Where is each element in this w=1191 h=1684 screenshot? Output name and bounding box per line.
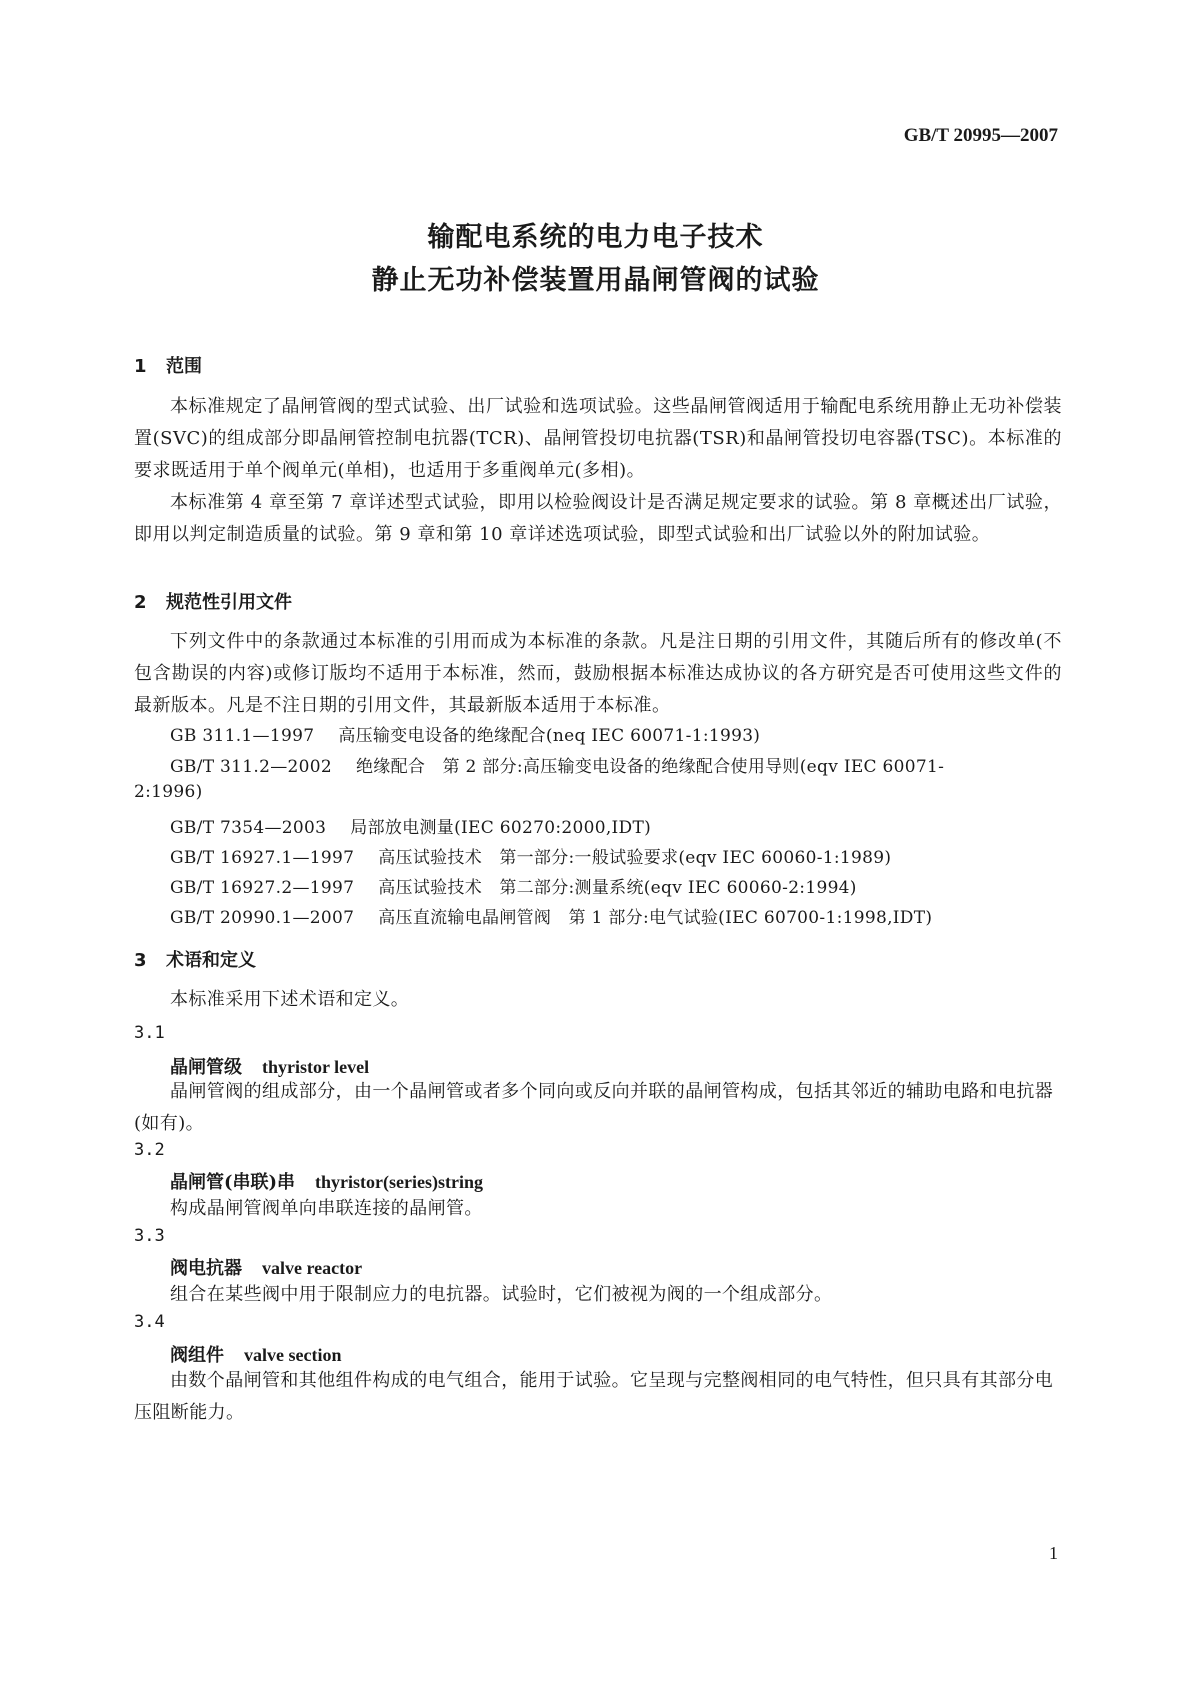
document-title-line2: 静止无功补偿装置用晶闸管阀的试验	[371, 265, 820, 296]
section-3-intro: 本标准采用下述术语和定义。	[170, 989, 410, 1010]
section-number: 1	[134, 356, 147, 377]
term-chinese: 阀电抗器	[170, 1258, 242, 1279]
standard-number: GB/T 20995—2007	[903, 125, 1058, 146]
section-1-paragraph-1: 本标准规定了晶闸管阀的型式试验、出厂试验和选项试验。这些晶闸管阀适用于输配电系统用静止无功补偿装置(SVC)的组成部分即晶闸管控制电抗器(TCR)、晶闸管投切电抗器(TSR)和晶闸管投切电容器(TSC)。本标准的要求既适用于单个阀单元(单相)，也适用于多重阀单元(多相)。	[134, 396, 1062, 481]
reference-title: 高压直流输电晶闸管阀 第 1 部分:电气试验(IEC 60700-1:1998,IDT)	[378, 908, 933, 928]
section-title: 术语和定义	[166, 950, 256, 971]
term-english: valve section	[244, 1345, 342, 1365]
clause-number: 3.4	[134, 1312, 165, 1332]
reference-continuation: 2:1996)	[134, 782, 203, 802]
term-english: thyristor(series)string	[315, 1172, 483, 1192]
section-number: 3	[134, 950, 147, 971]
term-english: valve reactor	[262, 1258, 363, 1278]
term-definition: 晶闸管阀的组成部分，由一个晶闸管或者多个同向或反向并联的晶闸管构成，包括其邻近的辅助电路和电抗器(如有)。	[134, 1081, 1054, 1134]
reference-code: GB/T 311.2—2002	[170, 757, 332, 777]
reference-code: GB/T 16927.1—1997	[170, 848, 355, 868]
term-chinese: 阀组件	[170, 1345, 224, 1366]
reference-title: 高压试验技术 第一部分:一般试验要求(eqv IEC 60060-1:1989)	[378, 848, 892, 868]
reference-item	[170, 721, 760, 746]
section-3-heading	[134, 946, 256, 972]
section-title: 规范性引用文件	[166, 592, 292, 613]
section-1-paragraph-2: 本标准第 4 章至第 7 章详述型式试验，即用以检验阀设计是否满足规定要求的试验。第 8 章概述出厂试验，即用以判定制造质量的试验。第 9 章和第 10 章详述选项试验，即型式试验和出厂试验以外的附加试验。	[134, 492, 1062, 545]
section-title: 范围	[166, 356, 202, 377]
reference-title: 高压输变电设备的绝缘配合(neq IEC 60071-1:1993)	[338, 726, 761, 746]
term-definition: 构成晶闸管阀单向串联连接的晶闸管。	[170, 1198, 483, 1219]
section-2-heading	[134, 588, 292, 614]
reference-code: GB/T 20990.1—2007	[170, 908, 355, 928]
reference-item	[170, 873, 857, 898]
section-2-paragraph-1: 下列文件中的条款通过本标准的引用而成为本标准的条款。凡是注日期的引用文件，其随后所有的修改单(不包含勘误的内容)或修订版均不适用于本标准，然而，鼓励根据本标准达成协议的各方研究是否可使用这些文件的最新版本。凡是不注日期的引用文件，其最新版本适用于本标准。	[134, 631, 1062, 716]
section-1-heading	[134, 352, 202, 378]
section-number: 2	[134, 592, 147, 613]
page-number: 1	[1049, 1543, 1058, 1563]
reference-item	[170, 843, 891, 868]
reference-item	[170, 903, 932, 928]
reference-item	[170, 752, 944, 777]
term-chinese: 晶闸管级	[170, 1057, 242, 1078]
term-english: thyristor level	[262, 1057, 370, 1077]
term-chinese: 晶闸管(串联)串	[170, 1172, 296, 1193]
reference-title: 局部放电测量(IEC 60270:2000,IDT)	[350, 818, 652, 838]
reference-code: GB/T 16927.2—1997	[170, 878, 355, 898]
clause-number: 3.1	[134, 1023, 165, 1043]
clause-number: 3.2	[134, 1140, 165, 1160]
term-definition: 由数个晶闸管和其他组件构成的电气组合，能用于试验。它呈现与完整阀相同的电气特性，但只具有其部分电压阻断能力。	[134, 1370, 1054, 1423]
term-heading	[170, 1254, 362, 1280]
clause-number: 3.3	[134, 1226, 165, 1246]
reference-item	[170, 813, 651, 838]
term-definition: 组合在某些阀中用于限制应力的电抗器。试验时，它们被视为阀的一个组成部分。	[170, 1284, 833, 1305]
document-title-line1: 输配电系统的电力电子技术	[427, 222, 764, 253]
reference-title: 绝缘配合 第 2 部分:高压输变电设备的绝缘配合使用导则(eqv IEC 60071-	[355, 757, 945, 777]
reference-code: GB/T 7354—2003	[170, 818, 327, 838]
reference-code: GB 311.1—1997	[170, 726, 315, 746]
term-heading	[170, 1168, 483, 1194]
reference-title: 高压试验技术 第二部分:测量系统(eqv IEC 60060-2:1994)	[378, 878, 857, 898]
term-heading	[170, 1341, 341, 1367]
